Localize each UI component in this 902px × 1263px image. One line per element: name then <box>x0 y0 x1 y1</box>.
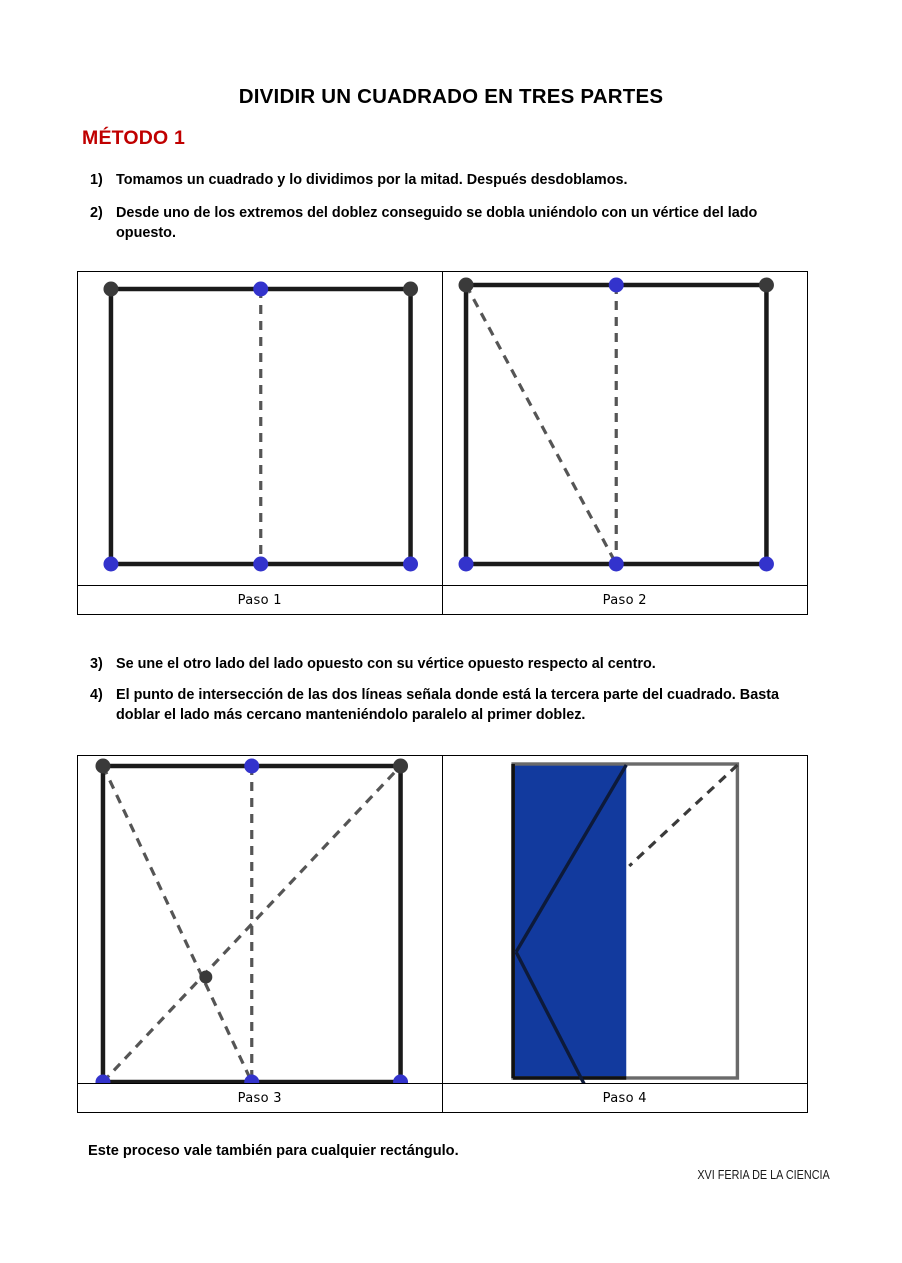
vertex-dot-bottom-mid <box>608 557 623 572</box>
step-number: 4) <box>90 687 103 703</box>
square-outline <box>466 285 766 564</box>
fold-line-diagonal <box>466 285 616 564</box>
step-text: El punto de intersección de las dos líneas señala donde está la tercera parte del cuadrado. Basta doblar el lado más cercano manteniéndolo paralelo al primer doblez. <box>116 687 779 723</box>
paso-1-diagram <box>78 272 442 585</box>
step-number: 1) <box>90 172 103 188</box>
paso-4-diagram <box>443 756 808 1083</box>
vertex-dot-top-mid <box>253 282 268 297</box>
step-item-4 <box>90 685 810 725</box>
figure-caption-paso-1: Paso 1 <box>78 586 443 614</box>
closing-text: Este proceso vale también para cualquier rectángulo. <box>88 1143 459 1159</box>
square-outline <box>111 289 411 564</box>
paso-3-diagram <box>78 756 442 1083</box>
vertex-dot-bottom-left <box>103 557 118 572</box>
step-item-1 <box>90 170 790 190</box>
figure-cell-paso-2 <box>443 272 808 585</box>
figure-caption-paso-2: Paso 2 <box>602 592 647 608</box>
page-title: DIVIDIR UN CUADRADO EN TRES PARTES <box>238 85 664 108</box>
step-item-3 <box>90 654 790 674</box>
vertex-dot-top-left <box>458 278 473 293</box>
figure-table-steps-1-2 <box>77 271 808 615</box>
vertex-dot-bottom-mid <box>244 1075 259 1084</box>
caption-row <box>78 585 807 614</box>
figure-cell-paso-3 <box>78 756 443 1083</box>
figure-cell-paso-1 <box>78 272 443 585</box>
step-number: 2) <box>90 205 103 221</box>
vertex-dot-top-mid <box>244 759 259 774</box>
folded-blue-panel <box>513 764 626 1078</box>
step-text: Desde uno de los extremos del doblez conseguido se dobla uniéndolo con un vértice del lado opuesto. <box>116 205 758 241</box>
fair-footer: XVI FERIA DE LA CIENCIA <box>697 1168 830 1182</box>
step-text: Se une el otro lado del lado opuesto con su vértice opuesto respecto al centro. <box>116 656 656 672</box>
figure-caption-paso-3: Paso 3 <box>78 1084 443 1112</box>
figure-row <box>78 272 807 585</box>
intersection-dot <box>199 971 212 984</box>
figure-caption-paso-4: Paso 4 <box>602 1090 647 1106</box>
method-heading: MÉTODO 1 <box>82 127 186 149</box>
vertex-dot-bottom-mid <box>253 557 268 572</box>
fold-line-diagonal-b <box>103 766 401 1082</box>
vertex-dot-bottom-right <box>393 1075 408 1084</box>
figure-row <box>78 756 807 1083</box>
vertex-dot-bottom-right <box>403 557 418 572</box>
vertex-dot-top-right <box>758 278 773 293</box>
fold-line-dashed <box>629 765 737 866</box>
step-number: 3) <box>90 656 103 672</box>
vertex-dot-top-left <box>103 282 118 297</box>
vertex-dot-bottom-right <box>758 557 773 572</box>
vertex-dot-bottom-left <box>458 557 473 572</box>
vertex-dot-top-right <box>393 759 408 774</box>
figure-table-steps-3-4 <box>77 755 808 1113</box>
figure-cell-paso-4 <box>443 756 808 1083</box>
vertex-dot-top-right <box>403 282 418 297</box>
fold-line-diagonal-a <box>103 766 252 1082</box>
caption-row <box>78 1083 807 1112</box>
step-item-2 <box>90 203 808 243</box>
paso-2-diagram <box>443 272 808 585</box>
vertex-dot-top-mid <box>608 278 623 293</box>
vertex-dot-top-left <box>95 759 110 774</box>
step-text: Tomamos un cuadrado y lo dividimos por la mitad. Después desdoblamos. <box>116 172 628 188</box>
